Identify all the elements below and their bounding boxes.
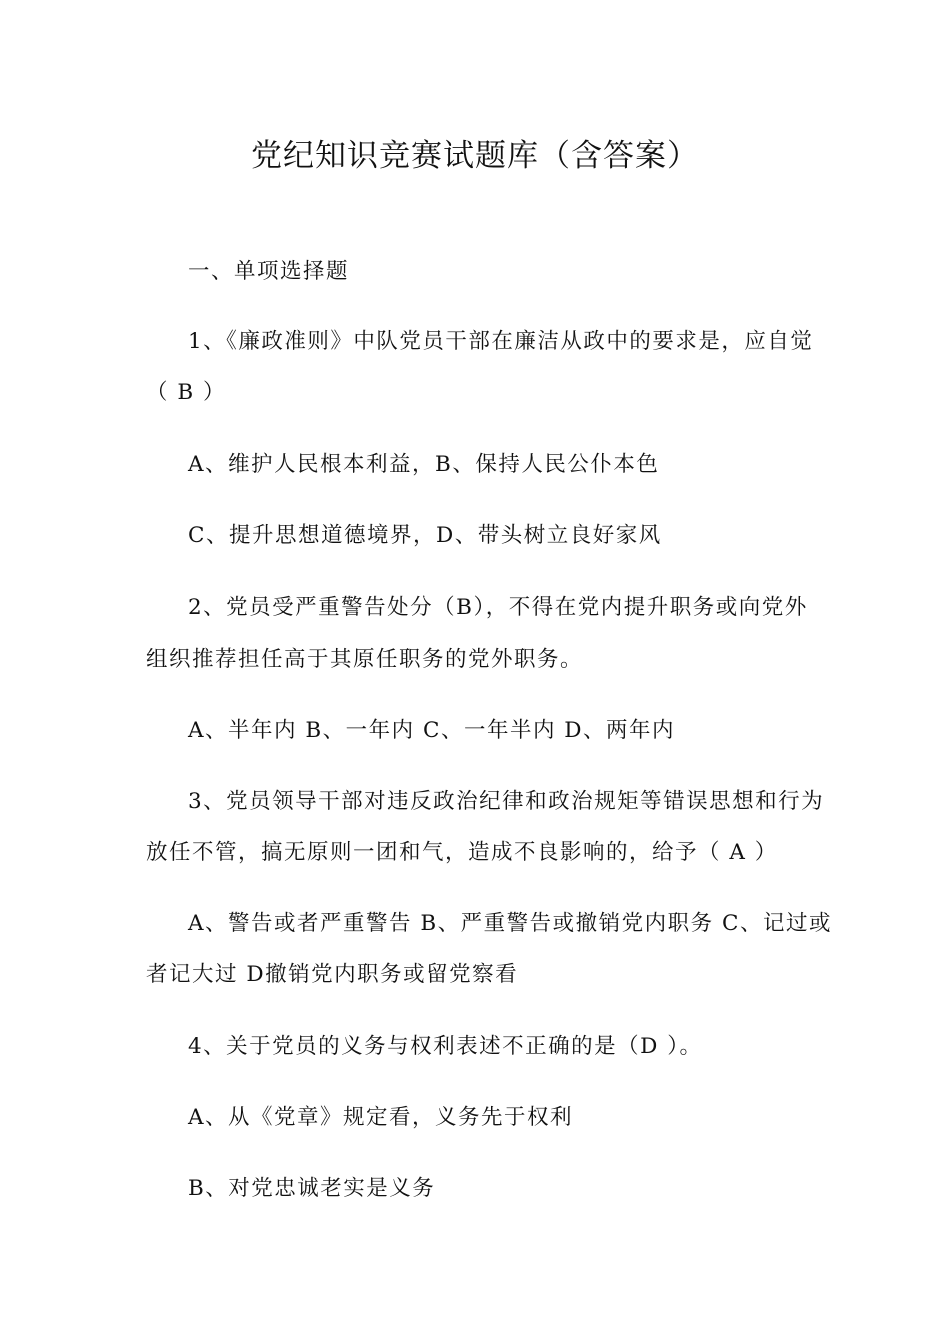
document-title: 党纪知识竞赛试题库（含答案） <box>251 138 699 174</box>
section-heading: 一、单项选择题 <box>188 259 350 284</box>
question-2-options: A、半年内 B、一年内 C、一年半内 D、两年内 <box>188 718 676 743</box>
question-1-line-2: （ B ） <box>146 380 226 405</box>
question-3-options-line-1: A、警告或者严重警告 B、严重警告或撤销党内职务 C、记过或 <box>188 911 832 936</box>
question-1-line-1: 1、《廉政准则》中队党员干部在廉洁从政中的要求是，应自觉 <box>188 329 814 354</box>
question-2-line-2: 组织推荐担任高于其原任职务的党外职务。 <box>146 647 584 672</box>
question-4-line-1: 4、关于党员的义务与权利表述不正确的是（D ）。 <box>188 1034 703 1059</box>
question-1-options-ab: A、维护人民根本利益，B、保持人民公仆本色 <box>188 452 660 477</box>
question-4-option-b: B、对党忠诚老实是义务 <box>188 1176 436 1201</box>
question-3-options-line-2: 者记大过 D撤销党内职务或留党察看 <box>146 962 519 987</box>
question-4-option-a: A、从《党章》规定看，义务先于权利 <box>188 1105 574 1130</box>
question-3-line-2: 放任不管，搞无原则一团和气，造成不良影响的，给予（ A ） <box>146 840 778 865</box>
question-3-line-1: 3、党员领导干部对违反政治纪律和政治规矩等错误思想和行为 <box>188 789 825 814</box>
question-2-line-1: 2、党员受严重警告处分（B），不得在党内提升职务或向党外 <box>188 595 808 620</box>
question-1-options-cd: C、提升思想道德境界，D、带头树立良好家风 <box>188 523 662 548</box>
